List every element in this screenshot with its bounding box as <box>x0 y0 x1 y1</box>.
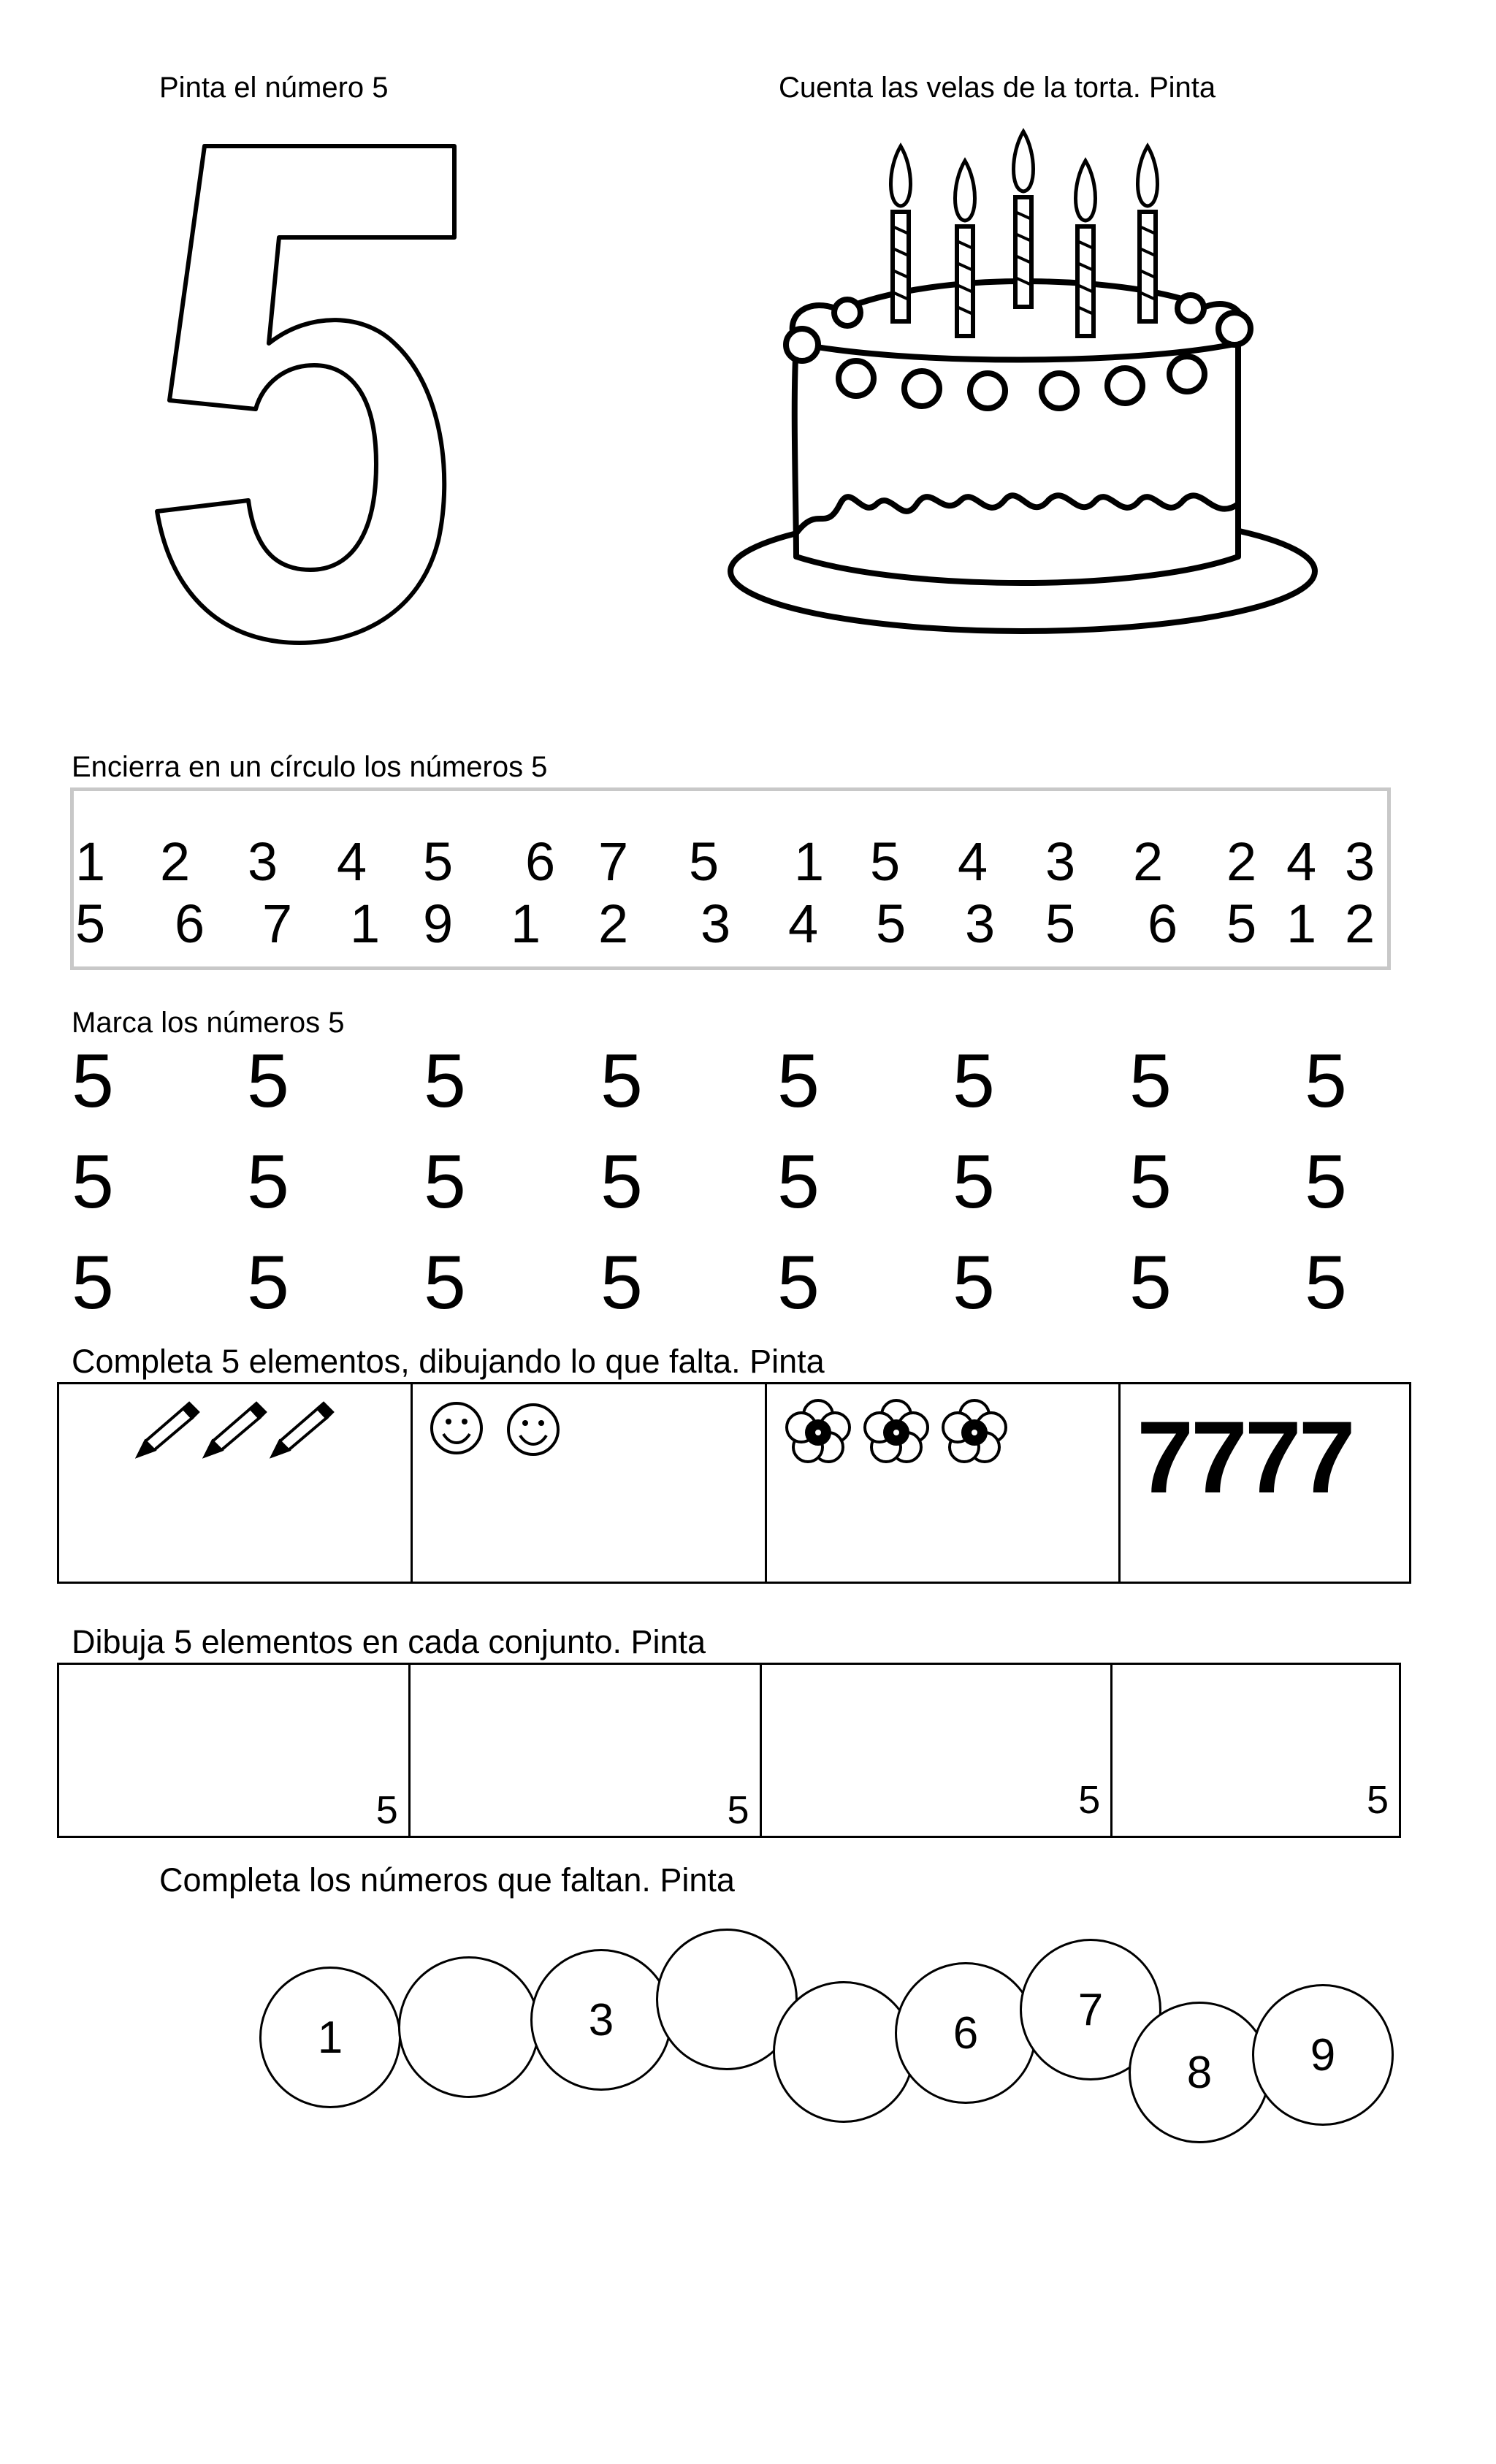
digit[interactable]: 2 <box>1226 831 1257 892</box>
number-five[interactable]: 5 <box>247 1039 289 1124</box>
number-five[interactable]: 5 <box>953 1039 995 1124</box>
smileys-cell[interactable] <box>413 1384 766 1582</box>
digit[interactable]: 2 <box>160 831 191 892</box>
pencil-icon <box>132 1397 351 1463</box>
sevens-cell[interactable] <box>1121 1384 1409 1582</box>
number-five[interactable]: 5 <box>1129 1140 1172 1224</box>
digit[interactable]: 5 <box>689 831 720 892</box>
number-five[interactable]: 5 <box>777 1039 820 1124</box>
pencils-cell[interactable] <box>59 1384 413 1582</box>
draw-set-box-3[interactable] <box>762 1665 1113 1836</box>
draw-set-box-4[interactable] <box>1113 1665 1399 1836</box>
digit[interactable]: 6 <box>175 893 205 954</box>
complete-elements-table <box>57 1382 1411 1584</box>
digit[interactable]: 1 <box>511 893 541 954</box>
digit[interactable]: 9 <box>423 893 454 954</box>
number-five[interactable]: 5 <box>1305 1240 1347 1325</box>
caterpillar-ball[interactable]: 3 <box>530 1949 672 2091</box>
number-five[interactable]: 5 <box>247 1140 289 1224</box>
digit[interactable]: 6 <box>1148 893 1178 954</box>
mark-task-caption: Marca los números 5 <box>72 1007 345 1039</box>
number-five[interactable]: 5 <box>953 1140 995 1224</box>
draw-sets-table <box>57 1663 1401 1838</box>
digit[interactable]: 5 <box>876 893 907 954</box>
digit[interactable]: 4 <box>788 893 819 954</box>
caterpillar-ball-blank[interactable] <box>398 1956 540 2098</box>
number-five[interactable]: 5 <box>1129 1039 1172 1124</box>
number-five[interactable]: 5 <box>600 1240 643 1325</box>
complete-task-caption: Completa 5 elementos, dibujando lo que falta. Pinta <box>72 1343 825 1380</box>
sevens-text: 7777 <box>1137 1400 1353 1514</box>
digit[interactable]: 5 <box>1226 893 1257 954</box>
digit[interactable]: 1 <box>1286 893 1317 954</box>
number-five[interactable]: 5 <box>777 1240 820 1325</box>
digit[interactable]: 5 <box>75 893 106 954</box>
digit[interactable]: 3 <box>1045 831 1076 892</box>
number-five[interactable]: 5 <box>72 1140 114 1224</box>
flower-icon <box>783 1396 1017 1469</box>
smiley-icon <box>427 1397 573 1463</box>
digit[interactable]: 7 <box>598 831 629 892</box>
color-number-caption: Pinta el número 5 <box>159 72 389 104</box>
birthday-cake-illustration[interactable] <box>723 124 1337 650</box>
outlined-number-five[interactable] <box>146 131 497 657</box>
caterpillar-ball[interactable]: 6 <box>895 1962 1037 2104</box>
caterpillar-ball[interactable]: 8 <box>1129 2002 1270 2143</box>
digit[interactable]: 5 <box>1045 893 1076 954</box>
digit[interactable]: 1 <box>75 831 106 892</box>
number-five[interactable]: 5 <box>72 1039 114 1124</box>
number-five[interactable]: 5 <box>424 1140 466 1224</box>
digit[interactable]: 1 <box>794 831 825 892</box>
caterpillar-ball-blank[interactable] <box>773 1981 915 2123</box>
number-five[interactable]: 5 <box>600 1039 643 1124</box>
set-number-label: 5 <box>1078 1778 1101 1822</box>
set-number-label: 5 <box>375 1788 398 1832</box>
digit[interactable]: 1 <box>350 893 381 954</box>
digit[interactable]: 7 <box>262 893 293 954</box>
digit[interactable]: 5 <box>870 831 901 892</box>
digit[interactable]: 4 <box>1286 831 1317 892</box>
number-five[interactable]: 5 <box>1305 1039 1347 1124</box>
digit[interactable]: 2 <box>598 893 629 954</box>
set-number-label: 5 <box>727 1788 749 1832</box>
cake-caption: Cuenta las velas de la torta. Pinta <box>779 72 1216 104</box>
caterpillar-task-caption: Completa los números que faltan. Pinta <box>159 1861 735 1899</box>
draw-set-box-2[interactable] <box>411 1665 762 1836</box>
draw-set-box-1[interactable] <box>59 1665 411 1836</box>
caterpillar-ball[interactable]: 9 <box>1252 1984 1394 2126</box>
digit[interactable]: 2 <box>1133 831 1164 892</box>
number-five[interactable]: 5 <box>1129 1240 1172 1325</box>
digit[interactable]: 6 <box>525 831 556 892</box>
number-five[interactable]: 5 <box>1305 1140 1347 1224</box>
set-number-label: 5 <box>1366 1778 1389 1822</box>
draw-task-caption: Dibuja 5 elementos en cada conjunto. Pinta <box>72 1623 706 1660</box>
number-five[interactable]: 5 <box>424 1039 466 1124</box>
circle-task-caption: Encierra en un círculo los números 5 <box>72 751 548 783</box>
number-five[interactable]: 5 <box>247 1240 289 1325</box>
digit[interactable]: 2 <box>1345 893 1375 954</box>
number-five[interactable]: 5 <box>424 1240 466 1325</box>
digit[interactable]: 4 <box>337 831 367 892</box>
flowers-cell[interactable] <box>767 1384 1121 1582</box>
digit[interactable]: 3 <box>701 893 731 954</box>
number-search-box <box>70 787 1391 970</box>
number-five[interactable]: 5 <box>600 1140 643 1224</box>
digit[interactable]: 3 <box>965 893 996 954</box>
number-five[interactable]: 5 <box>72 1240 114 1325</box>
number-five[interactable]: 5 <box>777 1140 820 1224</box>
digit[interactable]: 3 <box>248 831 278 892</box>
number-five[interactable]: 5 <box>953 1240 995 1325</box>
caterpillar-ball[interactable]: 1 <box>259 1967 401 2108</box>
digit[interactable]: 4 <box>958 831 988 892</box>
digit[interactable]: 5 <box>423 831 454 892</box>
digit[interactable]: 3 <box>1345 831 1375 892</box>
caterpillar-ball[interactable]: 7 <box>1020 1939 1161 2080</box>
